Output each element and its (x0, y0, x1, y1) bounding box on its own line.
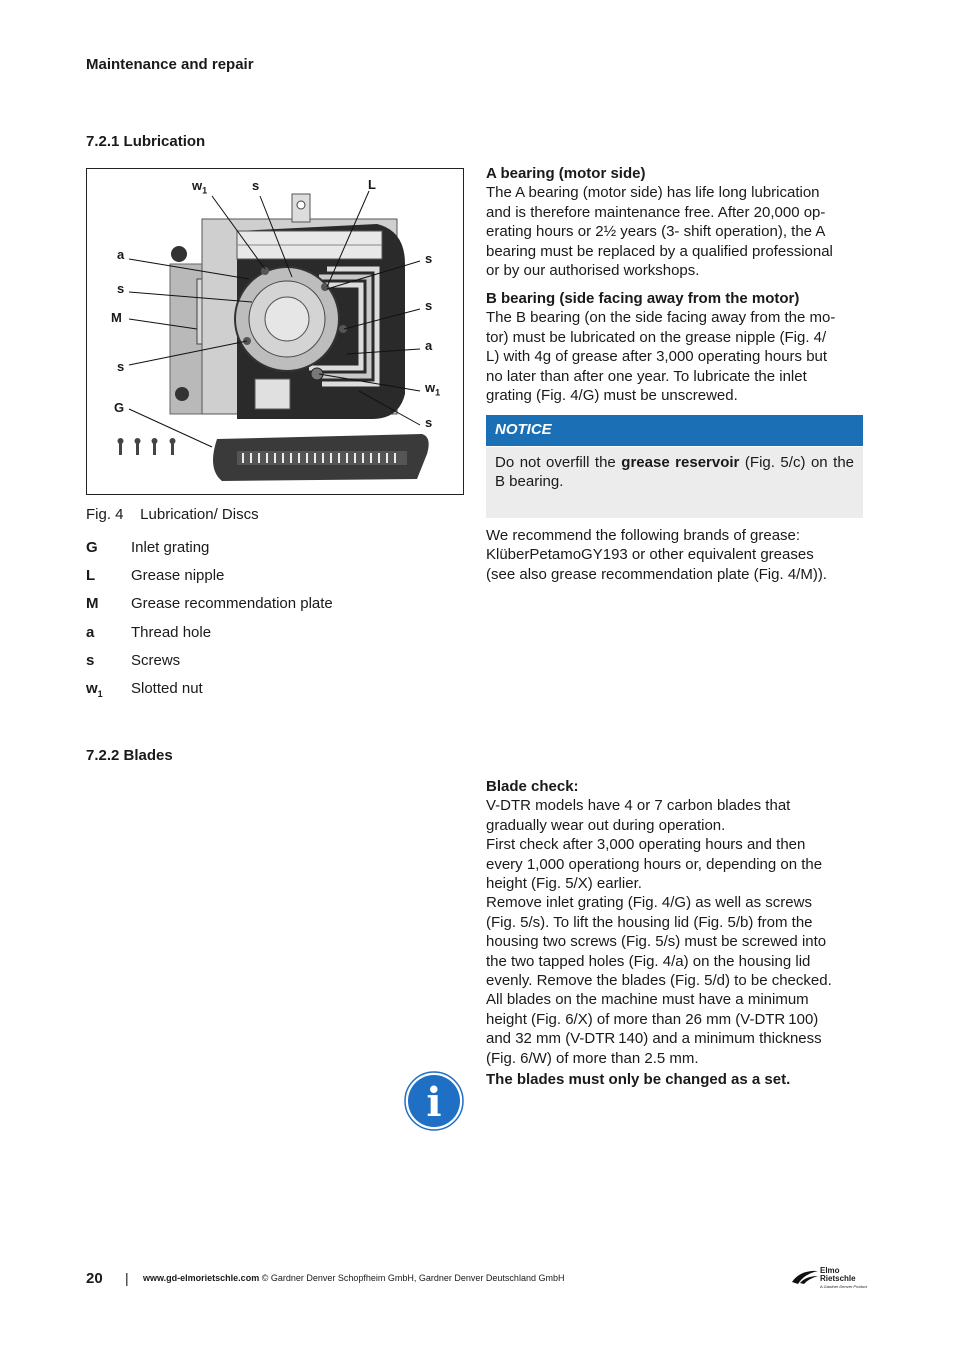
text-line: V-DTR models have 4 or 7 carbon blades that (486, 797, 791, 815)
logo-tagline: A Gardner Denver Product (820, 1284, 868, 1289)
blade-note: The blades must only be changed as a set. (486, 1071, 791, 1088)
notice-body (486, 447, 863, 518)
text-line: gradually wear out during operation. (486, 816, 726, 834)
notice-title: NOTICE (495, 421, 552, 438)
callout-s-right-2: s (425, 298, 433, 313)
text-line: and 32 mm (V-DTR 140) and a minimum thickness (486, 1030, 822, 1048)
text-line: erating hours or 2½ years (3- shift operation), the A (486, 223, 826, 241)
text-line: the two tapped holes (Fig. 4/a) on the housing lid (486, 952, 811, 970)
info-icon (404, 1071, 464, 1131)
callout-s-right-1: s (425, 251, 433, 266)
text-line: L) with 4g of grease after 3,000 operating hours but (486, 348, 828, 366)
logo-swoosh-icon (790, 1268, 820, 1286)
blade-check-heading: Blade check: (486, 778, 579, 795)
text-line: housing two screws (Fig. 5/s) must be screwed into (486, 933, 827, 951)
text-line: We recommend the following brands of grease: (486, 527, 801, 544)
logo-text: Elmo Rietschle (820, 1266, 856, 1283)
callout-w1-right: $w_1$ (425, 380, 441, 398)
info-glyph: i (426, 1079, 442, 1126)
elmo-rietschle-logo (790, 1266, 870, 1290)
grease-recommendation (486, 526, 866, 584)
b-bearing-heading: B bearing (side facing away from the motor) (486, 290, 800, 307)
callout-m: M (111, 310, 122, 325)
b-bearing-block (486, 289, 866, 405)
text-line: height (Fig. 6/X) of more than 26 mm (V-DTR 100) (486, 1010, 819, 1028)
text-line: The A bearing (motor side) has life long lubrication (486, 184, 820, 202)
text-line: height (Fig. 5/X) earlier. (486, 875, 642, 893)
page-number: 20 (86, 1270, 103, 1287)
text-line: every 1,000 operationg hours or, depending on the (486, 855, 823, 873)
text-line: The B bearing (on the side facing away from the mo- (486, 309, 836, 327)
callout-a-right: a (425, 338, 433, 353)
footer-text: www.gd-elmorietschle.com © Gardner Denver Schopfheim GmbH, Gardner Denver Deutschland GmbH (143, 1273, 565, 1283)
text-line: grating (Fig. 4/G) must be unscrewed. (486, 387, 738, 405)
text-line: All blades on the machine must have a minimum (486, 991, 809, 1009)
blade-check-block (486, 777, 866, 1068)
text-line: KlüberPetamoGY193 or other equivalent greases (486, 546, 814, 564)
text-line: and is therefore maintenance free. After 20,000 op- (486, 203, 826, 221)
notice-header (486, 415, 863, 446)
text-line: tor) must be lubricated on the grease nipple (Fig. 4/ (486, 328, 827, 346)
section-title-blades: 7.2.2 Blades (86, 747, 173, 764)
callout-a-left: a (117, 247, 125, 262)
footer-separator: | (125, 1270, 129, 1286)
text-line: (see also grease recommendation plate (Fig. 4/M)). (486, 565, 827, 583)
callout-s-top: s (252, 178, 260, 193)
callout-l: L (368, 177, 376, 192)
section-title-lubrication: 7.2.1 Lubrication (86, 133, 206, 150)
text-line: or by our authorised workshops. (486, 262, 700, 280)
pump-photo (87, 169, 463, 494)
callout-s-left-2: s (117, 359, 125, 374)
footer-url[interactable]: www.gd-elmorietschle.com (143, 1273, 260, 1283)
a-bearing-block (486, 164, 866, 280)
figure-caption: Fig. 4 Lubrication/ Discs (86, 506, 259, 523)
callout-g: G (114, 400, 125, 415)
text-line: First check after 3,000 operating hours and then (486, 836, 806, 854)
text-line: no later than after one year. To lubricate the inlet (486, 367, 807, 385)
text-line: (Fig. 5/s). To lift the housing lid (Fig. 5/b) from the (486, 913, 813, 931)
callout-s-left-1: s (117, 281, 125, 296)
text-line: evenly. Remove the blades (Fig. 5/d) to be checked. (486, 972, 832, 990)
callout-w1-top: $w_1$ (192, 178, 208, 196)
notice-text: Do not overfill the grease reservoir (Fig. 5/c) on the B bearing. (495, 454, 855, 491)
a-bearing-heading: A bearing (motor side) (486, 165, 646, 182)
page-header: Maintenance and repair (86, 56, 254, 73)
figure-lubrication (86, 168, 464, 495)
callout-s-right-3: s (425, 415, 433, 430)
text-line: Remove inlet grating (Fig. 4/G) as well as screws (486, 894, 812, 912)
text-line: (Fig. 6/W) of more than 2.5 mm. (486, 1049, 699, 1067)
text-line: bearing must be replaced by a qualified professional (486, 242, 833, 260)
